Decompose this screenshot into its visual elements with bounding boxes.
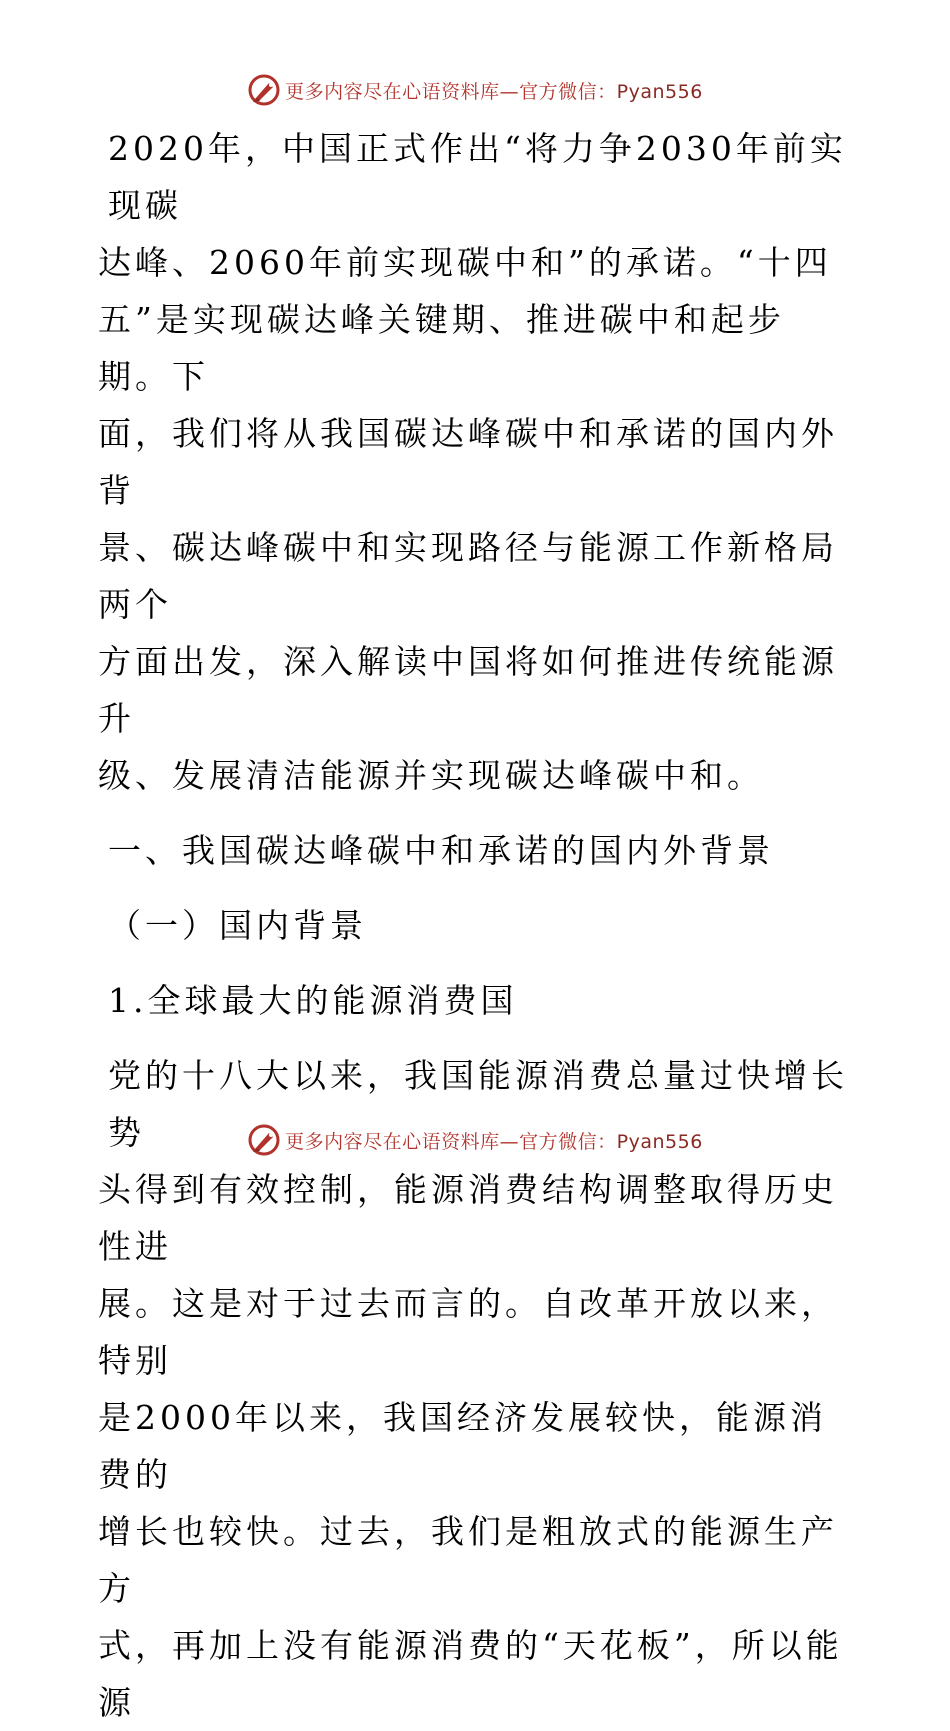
text-line: 级、发展清洁能源并实现碳达峰碳中和。 <box>98 756 764 795</box>
pen-logo-icon <box>247 1123 281 1157</box>
text-line: 展。这是对于过去而言的。自改革开放以来，特别 <box>98 1284 838 1380</box>
pen-logo-icon <box>247 73 281 107</box>
wechat-id: Pyan556 <box>616 80 703 103</box>
intro-paragraph <box>98 120 850 804</box>
footer-banner <box>0 1120 950 1160</box>
document-body <box>98 120 850 1731</box>
banner-text: 更多内容尽在心语资料库—官方微信：Pyan556 <box>285 1130 703 1153</box>
text-line: 是2000年以来，我国经济发展较快，能源消费的 <box>98 1398 827 1494</box>
text-line: 头得到有效控制，能源消费结构调整取得历史性进 <box>98 1170 838 1266</box>
banner-text: 更多内容尽在心语资料库—官方微信：Pyan556 <box>285 80 703 103</box>
text-line: 面，我们将从我国碳达峰碳中和承诺的国内外背 <box>98 414 838 510</box>
text-line: 2020年，中国正式作出“将力争2030年前实现碳 <box>108 129 847 225</box>
header-banner <box>0 70 950 110</box>
text-line: 党的十八大以来，我国能源消费总量过快增长势 <box>108 1056 848 1152</box>
text-line: 五”是实现碳达峰关键期、推进碳中和起步期。下 <box>98 300 785 396</box>
section-heading: 一、我国碳达峰碳中和承诺的国内外背景 <box>108 831 774 870</box>
text-line: 增长也较快。过去，我们是粗放式的能源生产方 <box>98 1512 838 1608</box>
item-heading: 1.全球最大的能源消费国 <box>108 981 518 1020</box>
text-line: 景、碳达峰碳中和实现路径与能源工作新格局两个 <box>98 528 838 624</box>
text-line: 式，再加上没有能源消费的“天花板”，所以能源 <box>98 1626 843 1722</box>
wechat-id: Pyan556 <box>616 1130 703 1153</box>
subsection-heading: （一）国内背景 <box>108 906 367 945</box>
text-line: 方面出发，深入解读中国将如何推进传统能源升 <box>98 642 838 738</box>
text-line: 达峰、2060年前实现碳中和”的承诺。“十四 <box>98 243 832 282</box>
